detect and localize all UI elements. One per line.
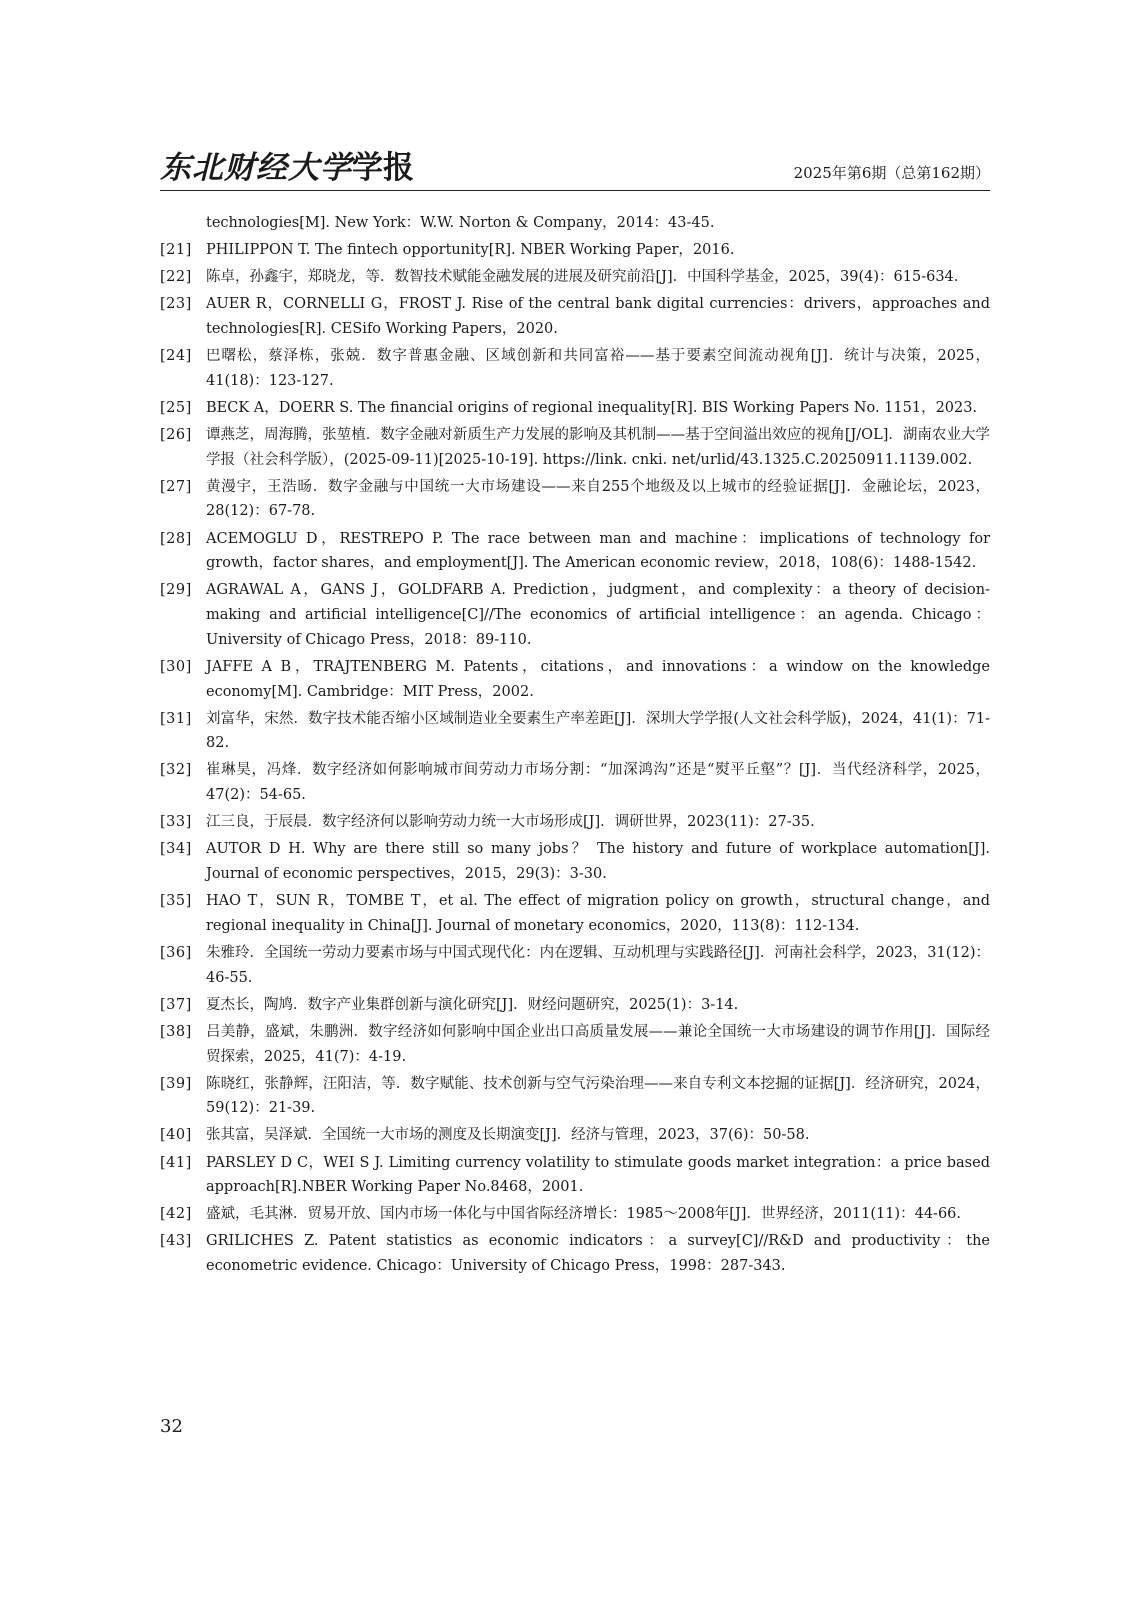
reference-text: 江三良，于辰晨．数字经济何以影响劳动力统一大市场形成[J]．调研世界，2023(11)：27-35. <box>206 814 815 831</box>
reference-list <box>160 211 990 1279</box>
reference-number: [32] <box>160 762 192 779</box>
reference-number: [26] <box>160 426 192 443</box>
reference-text: PHILIPPON T. The fintech opportunity[R]. NBER Working Paper，2016. <box>206 242 735 259</box>
reference-number: [43] <box>160 1233 192 1250</box>
reference-number: [23] <box>160 296 192 313</box>
reference-item <box>160 1202 990 1227</box>
reference-number: [24] <box>160 348 192 365</box>
reference-item <box>160 1072 990 1121</box>
reference-text: JAFFE A B，TRAJTENBERG M. Patents，citations，and innovations：a window on the knowledge economy[M]. Cambridge：MIT Press，2002. <box>206 658 990 700</box>
reference-item <box>160 578 990 652</box>
reference-text: AUTOR D H. Why are there still so many jobs？ The history and future of workplace automation[J]. Journal of economic perspectives，2015，29(3)：3-30. <box>206 841 990 883</box>
reference-text: 吕美静，盛斌，朱鹏洲．数字经济如何影响中国企业出口高质量发展——兼论全国统一大市场建设的调节作用[J]．国际经贸探索，2025，41(7)：4-19. <box>206 1023 990 1065</box>
journal-title-suffix: 学报 <box>352 150 414 186</box>
reference-number: [38] <box>160 1023 192 1040</box>
reference-number: [27] <box>160 478 192 495</box>
reference-item <box>160 423 990 472</box>
reference-text: 崔琳昊，冯烽．数字经济如何影响城市间劳动力市场分割：“加深鸿沟”还是“熨平丘壑”？[J]．当代经济科学，2025，47(2)：54-65. <box>206 762 990 804</box>
reference-number: [28] <box>160 530 192 547</box>
reference-number: [31] <box>160 710 192 727</box>
reference-item <box>160 993 990 1018</box>
reference-item <box>160 1151 990 1200</box>
reference-text: AUER R，CORNELLI G，FROST J. Rise of the central bank digital currencies：drivers，approaches and technologies[R]. CESifo Working Papers，2020. <box>206 296 990 337</box>
reference-item <box>160 396 990 421</box>
reference-text: PARSLEY D C，WEI S J. Limiting currency volatility to stimulate goods market integration：a price based approach[R].NBER Working Paper No.8468，2001. <box>206 1154 990 1196</box>
reference-text: 陈晓红，张静辉，汪阳洁，等．数字赋能、技术创新与空气污染治理——来自专利文本挖掘的证据[J]．经济研究，2024，59(12)：21-39. <box>206 1075 990 1117</box>
reference-item <box>160 758 990 807</box>
issue-info: 2025年第6期（总第162期） <box>793 164 990 182</box>
reference-number: [33] <box>160 814 192 831</box>
reference-continuation: technologies[M]. New York：W.W. Norton & Company，2014：43-45. <box>206 215 715 231</box>
reference-item <box>160 238 990 263</box>
reference-text: 巴曙松，蔡泽栋，张兢．数字普惠金融、区域创新和共同富裕——基于要素空间流动视角[J]．统计与决策，2025，41(18)：123-127. <box>206 348 990 389</box>
reference-text: GRILICHES Z. Patent statistics as economic indicators：a survey[C]//R&D and productivity：the econometric evidence. Chicago：University of Chicago Press，1998：287-343. <box>206 1233 990 1275</box>
reference-item <box>160 889 990 938</box>
reference-text: 刘富华，宋然．数字技术能否缩小区域制造业全要素生产率差距[J]．深圳大学学报(人文社会科学版)，2024，41(1)：71-82. <box>206 710 990 752</box>
reference-text: 夏杰长，陶鸠．数字产业集群创新与演化研究[J]．财经问题研究，2025(1)：3-14. <box>206 996 739 1013</box>
reference-item <box>160 1020 990 1069</box>
reference-item <box>160 837 990 886</box>
reference-text: AGRAWAL A，GANS J，GOLDFARB A. Prediction，judgment，and complexity：a theory of decision-making and artificial intelligence[C]//The economics of artificial intelligence：an agenda. Chicago：University of Chicago Press，2018：89-110. <box>206 582 990 648</box>
reference-item <box>160 527 990 576</box>
reference-number: [37] <box>160 996 192 1013</box>
reference-text: 黄漫宇，王浩旸．数字金融与中国统一大市场建设——来自255个地级及以上城市的经验证据[J]．金融论坛，2023，28(12)：67-78. <box>206 478 990 520</box>
reference-number: [40] <box>160 1127 192 1144</box>
reference-item <box>160 941 990 990</box>
running-header <box>160 150 990 191</box>
reference-number: [29] <box>160 582 192 599</box>
reference-number: [34] <box>160 841 192 858</box>
reference-item <box>160 810 990 835</box>
reference-item <box>160 292 990 341</box>
reference-items <box>160 238 990 1279</box>
reference-item <box>160 265 990 290</box>
journal-title <box>160 150 414 186</box>
reference-text: 陈卓，孙鑫宇，郑晓龙，等．数智技术赋能金融发展的进展及研究前沿[J]．中国科学基金，2025，39(4)：615-634. <box>206 269 959 286</box>
reference-text: ACEMOGLU D，RESTREPO P. The race between man and machine：implications of technology for growth，factor shares，and employment[J]. The American economic review，2018，108(6)：1488-1542. <box>206 530 990 572</box>
page-number: 32 <box>160 1416 183 1437</box>
reference-text: 朱雅玲．全国统一劳动力要素市场与中国式现代化：内在逻辑、互动机理与实践路径[J]．河南社会科学，2023，31(12)：46-55. <box>206 944 990 986</box>
reference-text: 盛斌，毛其淋．贸易开放、国内市场一体化与中国省际经济增长：1985～2008年[J]．世界经济，2011(11)：44-66. <box>206 1206 962 1223</box>
reference-number: [41] <box>160 1154 192 1171</box>
reference-number: [39] <box>160 1075 192 1092</box>
reference-number: [30] <box>160 658 192 675</box>
reference-text: 张其富，吴泽斌．全国统一大市场的测度及长期演变[J]．经济与管理，2023，37(6)：50-58. <box>206 1127 810 1144</box>
reference-item <box>160 344 990 393</box>
reference-number: [21] <box>160 242 192 259</box>
reference-item <box>160 475 990 524</box>
reference-text: 谭燕芝，周海腾，张堃植．数字金融对新质生产力发展的影响及其机制——基于空间溢出效应的视角[J/OL]．湖南农业大学学报（社会科学版），(2025-09-11)[2025-10-19]. https://link. cnki. net/urlid/43.1325.C.20250911.1139.002. <box>206 426 990 468</box>
reference-number: [35] <box>160 893 192 910</box>
reference-text: HAO T，SUN R，TOMBE T，et al. The effect of migration policy on growth，structural change，and regional inequality in China[J]. Journal of monetary economics，2020，113(8)：112-134. <box>206 893 990 934</box>
reference-number: [22] <box>160 269 192 286</box>
reference-number: [36] <box>160 944 192 961</box>
reference-item <box>160 1229 990 1278</box>
reference-item <box>160 655 990 704</box>
reference-text: BECK A，DOERR S. The financial origins of regional inequality[R]. BIS Working Papers No. 1151，2023. <box>206 399 978 416</box>
reference-item <box>160 707 990 756</box>
reference-number: [25] <box>160 399 192 416</box>
reference-number: [42] <box>160 1206 192 1223</box>
reference-item <box>160 1123 990 1148</box>
journal-title-calligraphy: 东北财经大学 <box>160 150 352 186</box>
